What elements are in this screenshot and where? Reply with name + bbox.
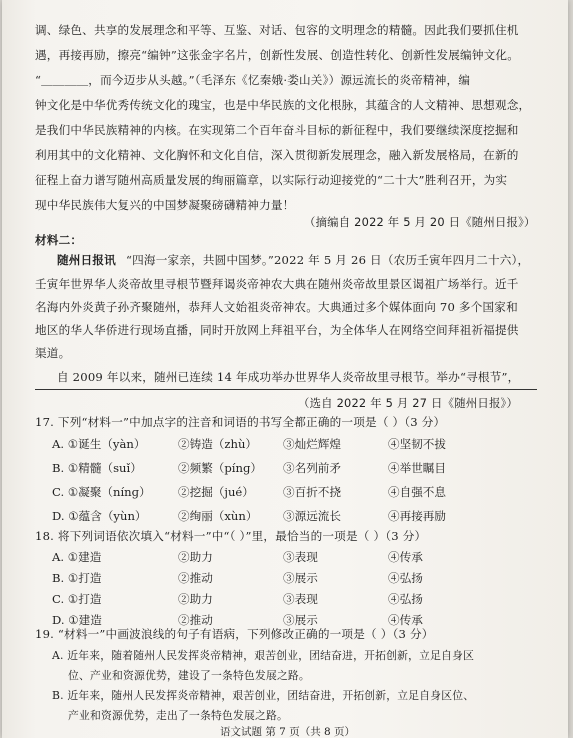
material2-lead: 随州日报讯 [57, 253, 116, 267]
q17-option-d-item2: ②绚丽（xùn） [178, 509, 258, 523]
q18-option-d[interactable]: D. ①建造 [52, 613, 102, 627]
q17-option-d[interactable]: D. ①蕴含（yùn） [52, 509, 147, 523]
material2-line-5: 渠道。 [35, 346, 71, 360]
paragraph1-line-2: 遇，再接再励，擦亮“编钟”这张金字名片，创新性发展、创造性转化、创新性发展编钟文化。 [35, 48, 520, 62]
q18-option-a[interactable]: A. ①建造 [52, 550, 102, 564]
q19-option-b-line-2: 产业和资源优势，走出了一条特色发展之路。 [68, 709, 288, 722]
q17-option-a[interactable]: A. ①诞生（yàn） [52, 437, 146, 451]
page-footer: 语文试题 第 7 页（共 8 页） [220, 726, 356, 738]
section-divider [35, 389, 537, 390]
q17-option-c-item3: ③百折不挠 [283, 485, 341, 499]
q18-option-b-item3: ③展示 [283, 571, 318, 585]
paragraph1-line-8: 现中华民族伟大复兴的中国梦凝聚磅礴精神力量！ [35, 198, 295, 212]
material2-line-4: 地区的华人华侨进行现场直播，同时开放网上拜祖平台，为全体华人在网络空间拜祖祈福提供 [35, 323, 519, 337]
q18-option-d-item4: ④传承 [388, 613, 423, 627]
paragraph1-line-4: 钟文化是中华优秀传统文化的瑰宝，也是中华民族的文化根脉，其蕴含的人文精神、思想观念， [35, 98, 531, 112]
q18-option-b[interactable]: B. ①打造 [52, 571, 102, 585]
q17-option-a-item2: ②铸造（zhù） [178, 437, 258, 451]
q18-option-d-item2: ②推动 [178, 613, 213, 627]
q18-option-c-item4: ④弘扬 [388, 592, 423, 606]
material2-line-6: 自 2009 年以来，随州已连续 14 年成功举办世界华人炎帝故里寻根节。举办“寻根节”， [57, 370, 520, 384]
paragraph1-line-3: “＿＿＿＿，而今迈步从头越。”（毛泽东《忆秦娥·娄山关》）源远流长的炎帝精神，编 [35, 73, 471, 87]
q18-option-a-item4: ④传承 [388, 550, 423, 564]
q18-stem: 18. 将下列词语依次填入“材料一”中“（ ）”里，最恰当的一项是（ ）（3 分） [35, 529, 427, 543]
q17-option-c-item4: ④自强不息 [388, 485, 446, 499]
q19-stem: 19. “材料一”中画波浪线的句子有语病，下列修改正确的一项是（ ）（3 分） [35, 627, 434, 641]
material2-line-1: “四海一家亲，共圆中国梦。”2022 年 5 月 26 日（农历壬寅年四月二十六）， [126, 253, 530, 267]
q18-option-c-item3: ③表现 [283, 592, 318, 606]
material2-label: 材料二： [35, 233, 83, 247]
q17-option-a-item3: ③灿烂辉煌 [283, 437, 341, 451]
q18-option-b-item2: ②推动 [178, 571, 213, 585]
paragraph1-line-1: 调、绿色、共享的发展理念和平等、互鉴、对话、包容的文明理念的精髓。因此我们要抓住机 [35, 23, 519, 37]
q17-option-b[interactable]: B. ①精髓（suǐ） [52, 461, 142, 475]
q17-option-c[interactable]: C. ①凝聚（nínɡ） [52, 485, 151, 499]
q17-option-c-item2: ②挖掘（jué） [178, 485, 254, 499]
q19-option-b-line-1[interactable]: B. 近年来，随州人民发挥炎帝精神，艰苦创业，团结奋进，开拓创新，立足自身区位、 [52, 689, 475, 702]
q18-option-c[interactable]: C. ①打造 [52, 592, 102, 606]
material2-line-3: 名海内外炎黄子孙齐聚随州，恭拜人文始祖炎帝神农。大典通过多个媒体面向 70 多个国家和 [35, 300, 518, 314]
q18-option-a-item2: ②助力 [178, 550, 213, 564]
q19-option-a-line-1[interactable]: A. 近年来，随着随州人民发挥炎帝精神，艰苦创业，团结奋进，开拓创新，立足自身区 [52, 649, 475, 662]
paragraph1-line-5: 是我们中华民族精神的内核。在实现第二个百年奋斗目标的新征程中，我们要继续深度挖掘和 [35, 123, 519, 137]
q18-option-c-item2: ②助力 [178, 592, 213, 606]
q18-option-b-item4: ④弘扬 [388, 571, 423, 585]
q17-option-d-item4: ④再接再励 [388, 509, 446, 523]
q18-option-d-item3: ③展示 [283, 613, 318, 627]
q17-option-d-item3: ③源远流长 [283, 509, 341, 523]
q19-option-a-line-2: 位、产业和资源优势，建设了一条特色发展之路。 [68, 669, 310, 682]
q17-stem: 17. 下列“材料一”中加点字的注音和词语的书写全都正确的一项是（ ）（3 分） [35, 415, 446, 429]
material2-line-2: 壬寅年世界华人炎帝故里寻根节暨拜谒炎帝神农大典在随州炎帝故里景区谒祖广场举行。近千 [35, 277, 519, 291]
material2-source: （选自 2022 年 5 月 27 日《随州日报》） [298, 396, 519, 410]
q18-option-a-item3: ③表现 [283, 550, 318, 564]
exam-page [2, 0, 568, 738]
paragraph1-line-6: 利用其中的文化精神、文化胸怀和文化自信，深入贯彻新发展理念，融入新发展格局，在新的 [35, 148, 519, 162]
q17-option-b-item2: ②频繁（pínɡ） [178, 461, 262, 475]
q17-option-a-item4: ④坚韧不拔 [388, 437, 446, 451]
paragraph1-source: （摘编自 2022 年 5 月 20 日《随州日报》） [304, 215, 536, 229]
paragraph1-line-7: 征程上奋力谱写随州高质量发展的绚丽篇章，以实际行动迎接党的“二十大”胜利召开，为实 [35, 173, 508, 187]
q17-option-b-item4: ④举世瞩目 [388, 461, 446, 475]
q17-option-b-item3: ③名列前矛 [283, 461, 341, 475]
